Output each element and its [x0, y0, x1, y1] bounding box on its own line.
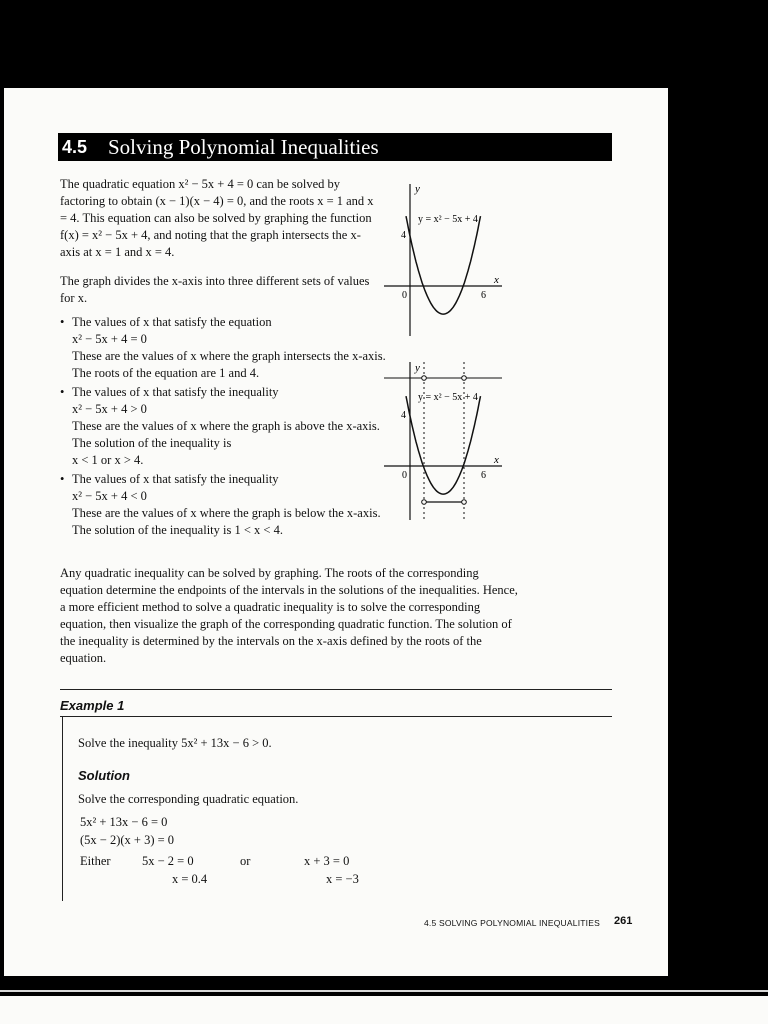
solution-result-1: x = 0.4 — [172, 872, 208, 886]
parabola-curve — [406, 216, 481, 314]
solution-step-1: 5x² + 13x − 6 = 0 — [80, 815, 168, 829]
example-underline — [60, 716, 612, 717]
bullet-lead: • The values of x that satisfy the equation — [72, 315, 272, 329]
bullet-math: x² − 5x + 4 > 0 — [72, 402, 147, 416]
x-axis-label: x — [494, 454, 499, 466]
solution-or: or — [240, 854, 251, 868]
bullet-lead: • The values of x that satisfy the inequality — [72, 472, 279, 486]
example-label: Example 1 — [60, 698, 125, 713]
example-box-border — [62, 716, 63, 901]
solution-sets-list — [60, 314, 390, 541]
x-tick-label: 6 — [481, 290, 486, 301]
open-circle-root-4 — [462, 500, 467, 505]
equation-label: y = x² − 5x + 4 — [418, 392, 478, 403]
solution-label: Solution — [78, 768, 130, 783]
y-tick-label: 4 — [401, 230, 406, 241]
bullet-result: x < 1 or x > 4. — [72, 453, 144, 467]
graph-divides-paragraph: The graph divides the x-axis into three different sets of values for x. — [60, 274, 370, 305]
bullet-lead: • The values of x that satisfy the inequality — [72, 385, 279, 399]
bullet-explain: These are the values of x where the graph is above the x-axis. The solution of the inequality is — [72, 419, 380, 450]
solution-step-2: (5x − 2)(x + 3) = 0 — [80, 833, 175, 847]
footer-section-title: 4.5 SOLVING POLYNOMIAL INEQUALITIES — [424, 918, 600, 928]
solution-intro: Solve the corresponding quadratic equation. — [78, 792, 299, 806]
solution-eq-1: 5x − 2 = 0 — [142, 854, 194, 868]
parabola-graph-1 — [382, 176, 506, 340]
open-circle-root-1 — [422, 500, 427, 505]
list-item — [60, 314, 390, 382]
example-top-rule — [60, 689, 612, 690]
origin-label: 0 — [402, 290, 407, 301]
origin-label: 0 — [402, 470, 407, 481]
list-item — [60, 384, 390, 469]
bullet-explain: These are the values of x where the graph intersects the x-axis. The roots of the equation are 1 and 4. — [72, 349, 386, 380]
x-tick-label: 6 — [481, 470, 486, 481]
list-item — [60, 471, 390, 539]
solution-eq-2: x + 3 = 0 — [304, 854, 350, 868]
scan-bottom-margin — [0, 996, 768, 1024]
section-title: Solving Polynomial Inequalities — [108, 135, 379, 159]
y-tick-label: 4 — [401, 410, 406, 421]
scan-edge-line — [0, 990, 768, 992]
y-axis-label: y — [415, 183, 420, 195]
bullet-explain: These are the values of x where the graph is below the x-axis. The solution of the inequality is 1 < x < 4. — [72, 506, 381, 537]
solution-result-2: x = −3 — [326, 872, 359, 886]
section-number: 4.5 — [62, 137, 88, 157]
page-number: 261 — [614, 915, 633, 927]
example-problem: Solve the inequality 5x² + 13x − 6 > 0. — [78, 736, 272, 750]
open-circle-top-4 — [462, 376, 467, 381]
open-circle-top-1 — [422, 376, 427, 381]
any-quadratic-paragraph: Any quadratic inequality can be solved by graphing. The roots of the corresponding equation determine the endpoints of the intervals in the solutions of the inequalities. Hence, a more efficient method to solve a quadratic inequality is to solve the corresponding equation, then visualize the graph of the corresponding quadratic function. The solution of the inequality is determined by the intervals on the x-axis defined by the roots of the equation. — [60, 566, 518, 665]
intro-paragraph: The quadratic equation x² − 5x + 4 = 0 can be solved by factoring to obtain (x − 1)(x − 4) = 0, and the roots x = 1 and x = 4. This equation can also be solved by graphing the function f(x) = x² − 5x + 4, and noting that the graph intersects the x-axis at x = 1 and x = 4. — [60, 177, 374, 259]
parabola-curve — [406, 396, 481, 494]
y-axis-label: y — [415, 362, 420, 374]
parabola-graph-2 — [382, 354, 506, 524]
bullet-math: x² − 5x + 4 = 0 — [72, 332, 147, 346]
solution-either: Either — [80, 854, 111, 868]
bullet-math: x² − 5x + 4 < 0 — [72, 489, 147, 503]
x-axis-label: x — [494, 274, 499, 286]
equation-label: y = x² − 5x + 4 — [418, 214, 478, 225]
